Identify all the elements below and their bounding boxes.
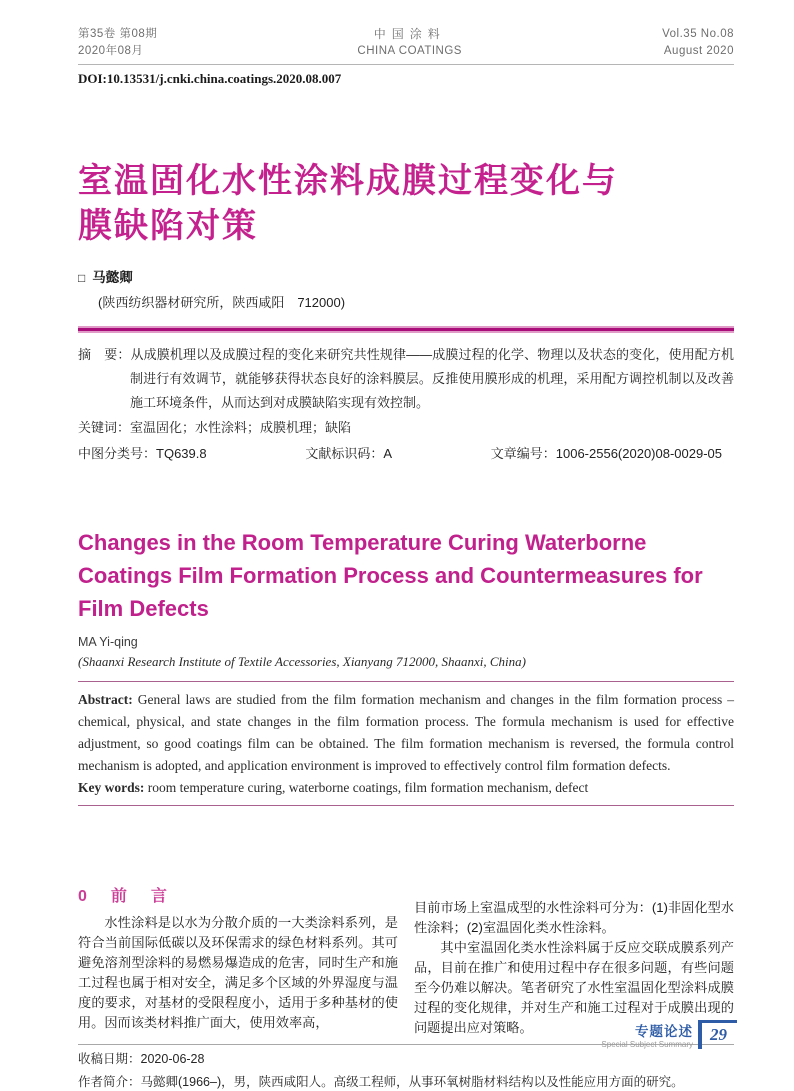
- footnote-received: [78, 1050, 734, 1068]
- section-heading-0: 0 前 言: [78, 888, 171, 905]
- footnote-bio-label: 作者简介：: [78, 1075, 141, 1089]
- body-column-left: [78, 886, 398, 1038]
- article-title-cn: [78, 159, 734, 249]
- keywords-cn-label: 关键词：: [78, 420, 131, 435]
- author-row: [78, 266, 734, 286]
- header-volume-issue-cn: 第35卷 第08期: [78, 28, 158, 40]
- keywords-en-label: Key words:: [78, 780, 145, 795]
- article-id: [491, 442, 734, 466]
- footer-column-tag: [601, 1020, 693, 1050]
- body-paragraph: 目前市场上室温成型的水性涂料可分为：(1)非固化型水性涂料；(2)室温固化类水性涂料。: [414, 900, 734, 935]
- journal-header: [78, 26, 734, 60]
- page-footer: [601, 1020, 737, 1050]
- document-code: [305, 442, 392, 466]
- header-date-en: August 2020: [663, 45, 734, 57]
- footer-column-en: Special Subject Summary: [601, 1040, 693, 1049]
- footnote-bio-text: 马懿卿(1966–)，男，陕西咸阳人。高级工程师，从事环氧树脂材料结构以及性能应用方面的研究。: [140, 1075, 684, 1089]
- clc-label: 中图分类号：: [78, 446, 157, 461]
- document-code-value: A: [383, 446, 393, 461]
- journal-title-en: CHINA COATINGS: [357, 45, 462, 57]
- footnote-received-label: 收稿日期：: [78, 1052, 141, 1066]
- abstract-en-text: General laws are studied from the film formation mechanism and changes in the film formation process – chemical, physical, and state changes in the film formation process. The formula mechanism is used for effective adjustment, so good coatings film can be obtained. The film formation mechanism is reversed, the formula control mechanism is adopted, and application environment is improved to effectively control film formation defects.: [78, 692, 735, 773]
- page-number-box: [698, 1020, 737, 1049]
- footer-column-cn: 专题论述: [635, 1024, 693, 1039]
- clc-value: TQ639.8: [156, 446, 207, 461]
- article-title-cn-line2: 膜缺陷对策: [78, 207, 258, 245]
- author-name-cn: 马懿卿: [92, 270, 133, 285]
- header-volume-issue-en: Vol.35 No.08: [662, 28, 734, 40]
- abstract-en-divider-bottom: [78, 805, 734, 806]
- header-left: [78, 26, 157, 60]
- document-code-label: 文献标识码：: [305, 446, 384, 461]
- article-id-label: 文章编号：: [490, 446, 556, 461]
- abstract-cn: [78, 343, 734, 415]
- meta-row: [78, 442, 734, 466]
- clc-number: [78, 442, 207, 466]
- footnote-received-date: 2020-06-28: [140, 1052, 205, 1066]
- keywords-cn: [78, 416, 734, 440]
- body-paragraph: 水性涂料是以水为分散介质的一大类涂料系列，是符合当前国际低碳以及环保需求的绿色材料系列。其可避免溶剂型涂料的易燃易爆造成的危害，同时生产和施工过程也属于相对安全，满足多个区域的外界湿度与温度的要求，对基材的受限程度小，适用于多种基材的使用。因而该类材料推广面大，使用效率高，: [78, 915, 398, 1030]
- abstract-cn-text: 从成膜机理以及成膜过程的变化来研究共性规律——成膜过程的化学、物理以及状态的变化，使用配方机制进行有效调节，就能够获得状态良好的涂料膜层。反推使用膜形成的机理，采用配方调控机制以及改善施工环境条件，从而达到对成膜缺陷实现有效控制。: [130, 347, 734, 410]
- footnote-author-bio: [78, 1073, 734, 1091]
- journal-title-cn: 中国涂料: [373, 27, 446, 41]
- article-id-value: 1006-2556(2020)08-0029-05: [555, 446, 722, 461]
- header-divider: [78, 64, 734, 65]
- header-center: [357, 26, 462, 60]
- article-title-en: Changes in the Room Temperature Curing Waterborne Coatings Film Formation Process and Countermeasures for Film Defects: [78, 530, 703, 621]
- keywords-en: [78, 777, 734, 799]
- abstract-en-label: Abstract:: [78, 692, 133, 707]
- body-paragraph: 其中室温固化类水性涂料属于反应交联成膜系列产品，目前在推广和使用过程中存在很多问题，有些问题至今仍难以解决。笔者研究了水性室温固化型涂料成膜过程的变化规律，并对生产和施工过程对于成膜出现的问题提出应对策略。: [414, 940, 734, 1035]
- keywords-en-text: room temperature curing, waterborne coatings, film formation mechanism, defect: [147, 780, 589, 795]
- abstract-en: [78, 682, 734, 805]
- doi-text: DOI:10.13531/j.cnki.china.coatings.2020.08.007: [78, 71, 342, 86]
- author-marker-icon: □: [78, 271, 86, 285]
- affiliation-en: (Shaanxi Research Institute of Textile Accessories, Xianyang 712000, Shaanxi, China): [78, 654, 526, 669]
- affiliation-cn: (陕西纺织器材研究所，陕西咸阳 712000): [98, 295, 346, 310]
- article-title-cn-line1: 室温固化水性涂料成膜过程变化与: [78, 162, 618, 200]
- keywords-cn-text: 室温固化；水性涂料；成膜机理；缺陷: [130, 420, 352, 435]
- abstract-cn-label: 摘 要：: [78, 347, 131, 362]
- header-right: [662, 26, 734, 60]
- body-columns: [78, 886, 734, 1038]
- body-column-right: [414, 886, 734, 1038]
- page-number: 29: [710, 1025, 727, 1044]
- header-date-cn: 2020年08月: [78, 45, 144, 57]
- abstract-divider-thick: [78, 326, 734, 333]
- author-name-en: MA Yi-qing: [78, 635, 138, 649]
